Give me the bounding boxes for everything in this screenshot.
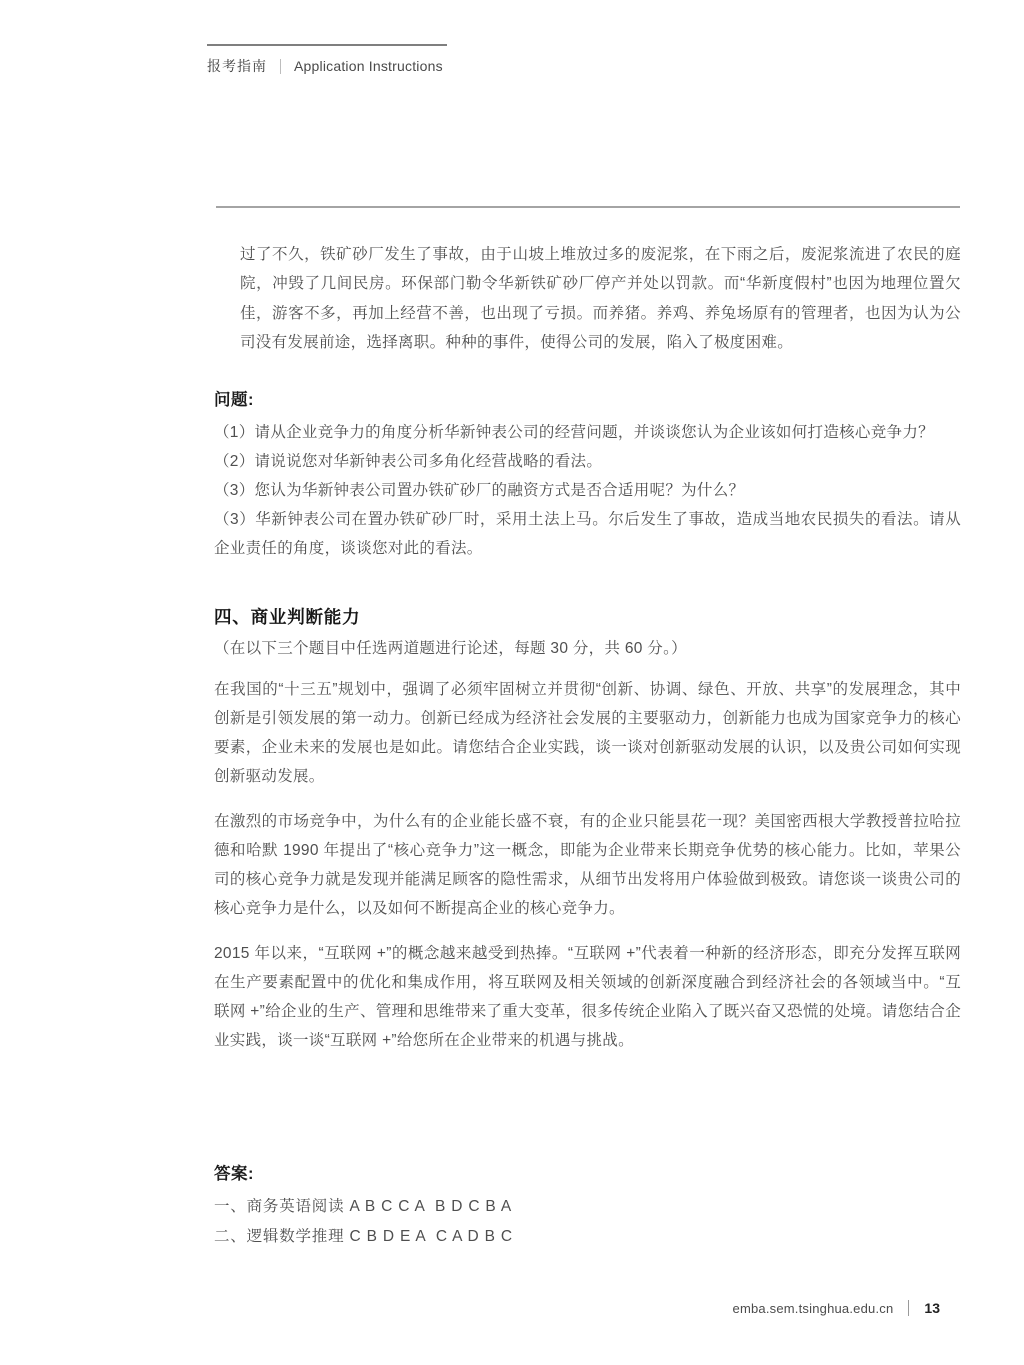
page-header bbox=[207, 44, 807, 76]
header-row bbox=[207, 56, 807, 76]
essay-topic-innovation: 在我国的“十三五”规划中，强调了必须牢固树立并贯彻“创新、协调、绿色、开放、共享”的发展理念，其中创新是引领发展的第一动力。创新已经成为经济社会发展的主要驱动力，创新能力也成为国家竞争力的核心要素，企业未来的发展也是如此。请您结合企业实践，谈一谈对创新驱动发展的认识，以及贵公司如何实现创新驱动发展。 bbox=[214, 681, 961, 785]
answer-line: 二、逻辑数学推理 C B D E A C A D B C bbox=[214, 1228, 513, 1245]
footer-website: emba.sem.tsinghua.edu.cn bbox=[732, 1300, 894, 1316]
question-item: （2）请说说您对华新钟表公司多角化经营战略的看法。 bbox=[214, 453, 603, 470]
question-item: （3）华新钟表公司在置办铁矿砂厂时，采用土法上马。尔后发生了事故，造成当地农民损失的看法。请从企业责任的角度，谈谈您对此的看法。 bbox=[214, 511, 961, 557]
business-judgment-section bbox=[214, 604, 961, 1071]
section-note: （在以下三个题目中任选两道题进行论述，每题 30 分，共 60 分。） bbox=[214, 640, 687, 657]
case-study-paragraph: 过了不久，铁矿砂厂发生了事故，由于山坡上堆放过多的废泥浆，在下雨之后，废泥浆流进了农民的庭院，冲毁了几间民房。环保部门勒令华新铁矿砂厂停产并处以罚款。而“华新度假村”也因为地理位置欠佳，游客不多，再加上经营不善，也出现了亏损。而养猪。养鸡、养兔场原有的管理者，也因为认为公司没有发展前途，选择离职。种种的事件，使得公司的发展，陷入了极度困难。 bbox=[240, 245, 961, 351]
header-rule bbox=[207, 44, 447, 46]
answers-section bbox=[214, 1162, 961, 1252]
header-title-en: Application Instructions bbox=[294, 58, 443, 74]
content-divider bbox=[216, 206, 960, 208]
footer-divider bbox=[908, 1300, 909, 1316]
section-heading: 四、商业判断能力 bbox=[214, 607, 361, 627]
header-title-zh: 报考指南 bbox=[207, 58, 267, 74]
essay-topic-internet-plus: 2015 年以来，“互联网 +”的概念越来越受到热捧。“互联网 +”代表着一种新的经济形态，即充分发挥互联网在生产要素配置中的优化和集成作用，将互联网及相关领域的创新深度融合到经济社会的各领域当中。“互联网 +”给企业的生产、管理和思维带来了重大变革，很多传统企业陷入了既兴奋又恐慌的处境。请您结合企业实践，谈一谈“互联网 +”给您所在企业带来的机遇与挑战。 bbox=[214, 945, 961, 1049]
questions-heading: 问题: bbox=[214, 391, 254, 409]
answer-line: 一、商务英语阅读 A B C C A B D C B A bbox=[214, 1198, 512, 1215]
questions-section bbox=[214, 388, 961, 563]
header-divider bbox=[280, 59, 281, 74]
question-item: （1）请从企业竞争力的角度分析华新钟表公司的经营问题，并谈谈您认为企业该如何打造核心竞争力？ bbox=[214, 424, 934, 441]
essay-topic-core-competence: 在激烈的市场竞争中，为什么有的企业能长盛不衰，有的企业只能昙花一现？美国密西根大学教授普拉哈拉德和哈默 1990 年提出了“核心竞争力”这一概念，即能为企业带来长期竞争优势的核心能力。比如，苹果公司的核心竞争力就是发现并能满足顾客的隐性需求，从细节出发将用户体验做到极致。请您谈一谈贵公司的核心竞争力是什么，以及如何不断提高企业的核心竞争力。 bbox=[214, 813, 961, 917]
answers-heading: 答案: bbox=[214, 1165, 254, 1183]
page-number: 13 bbox=[924, 1300, 940, 1316]
page-footer bbox=[733, 1300, 940, 1316]
question-item: （3）您认为华新钟表公司置办铁矿砂厂的融资方式是否合适用呢？为什么？ bbox=[214, 482, 745, 499]
